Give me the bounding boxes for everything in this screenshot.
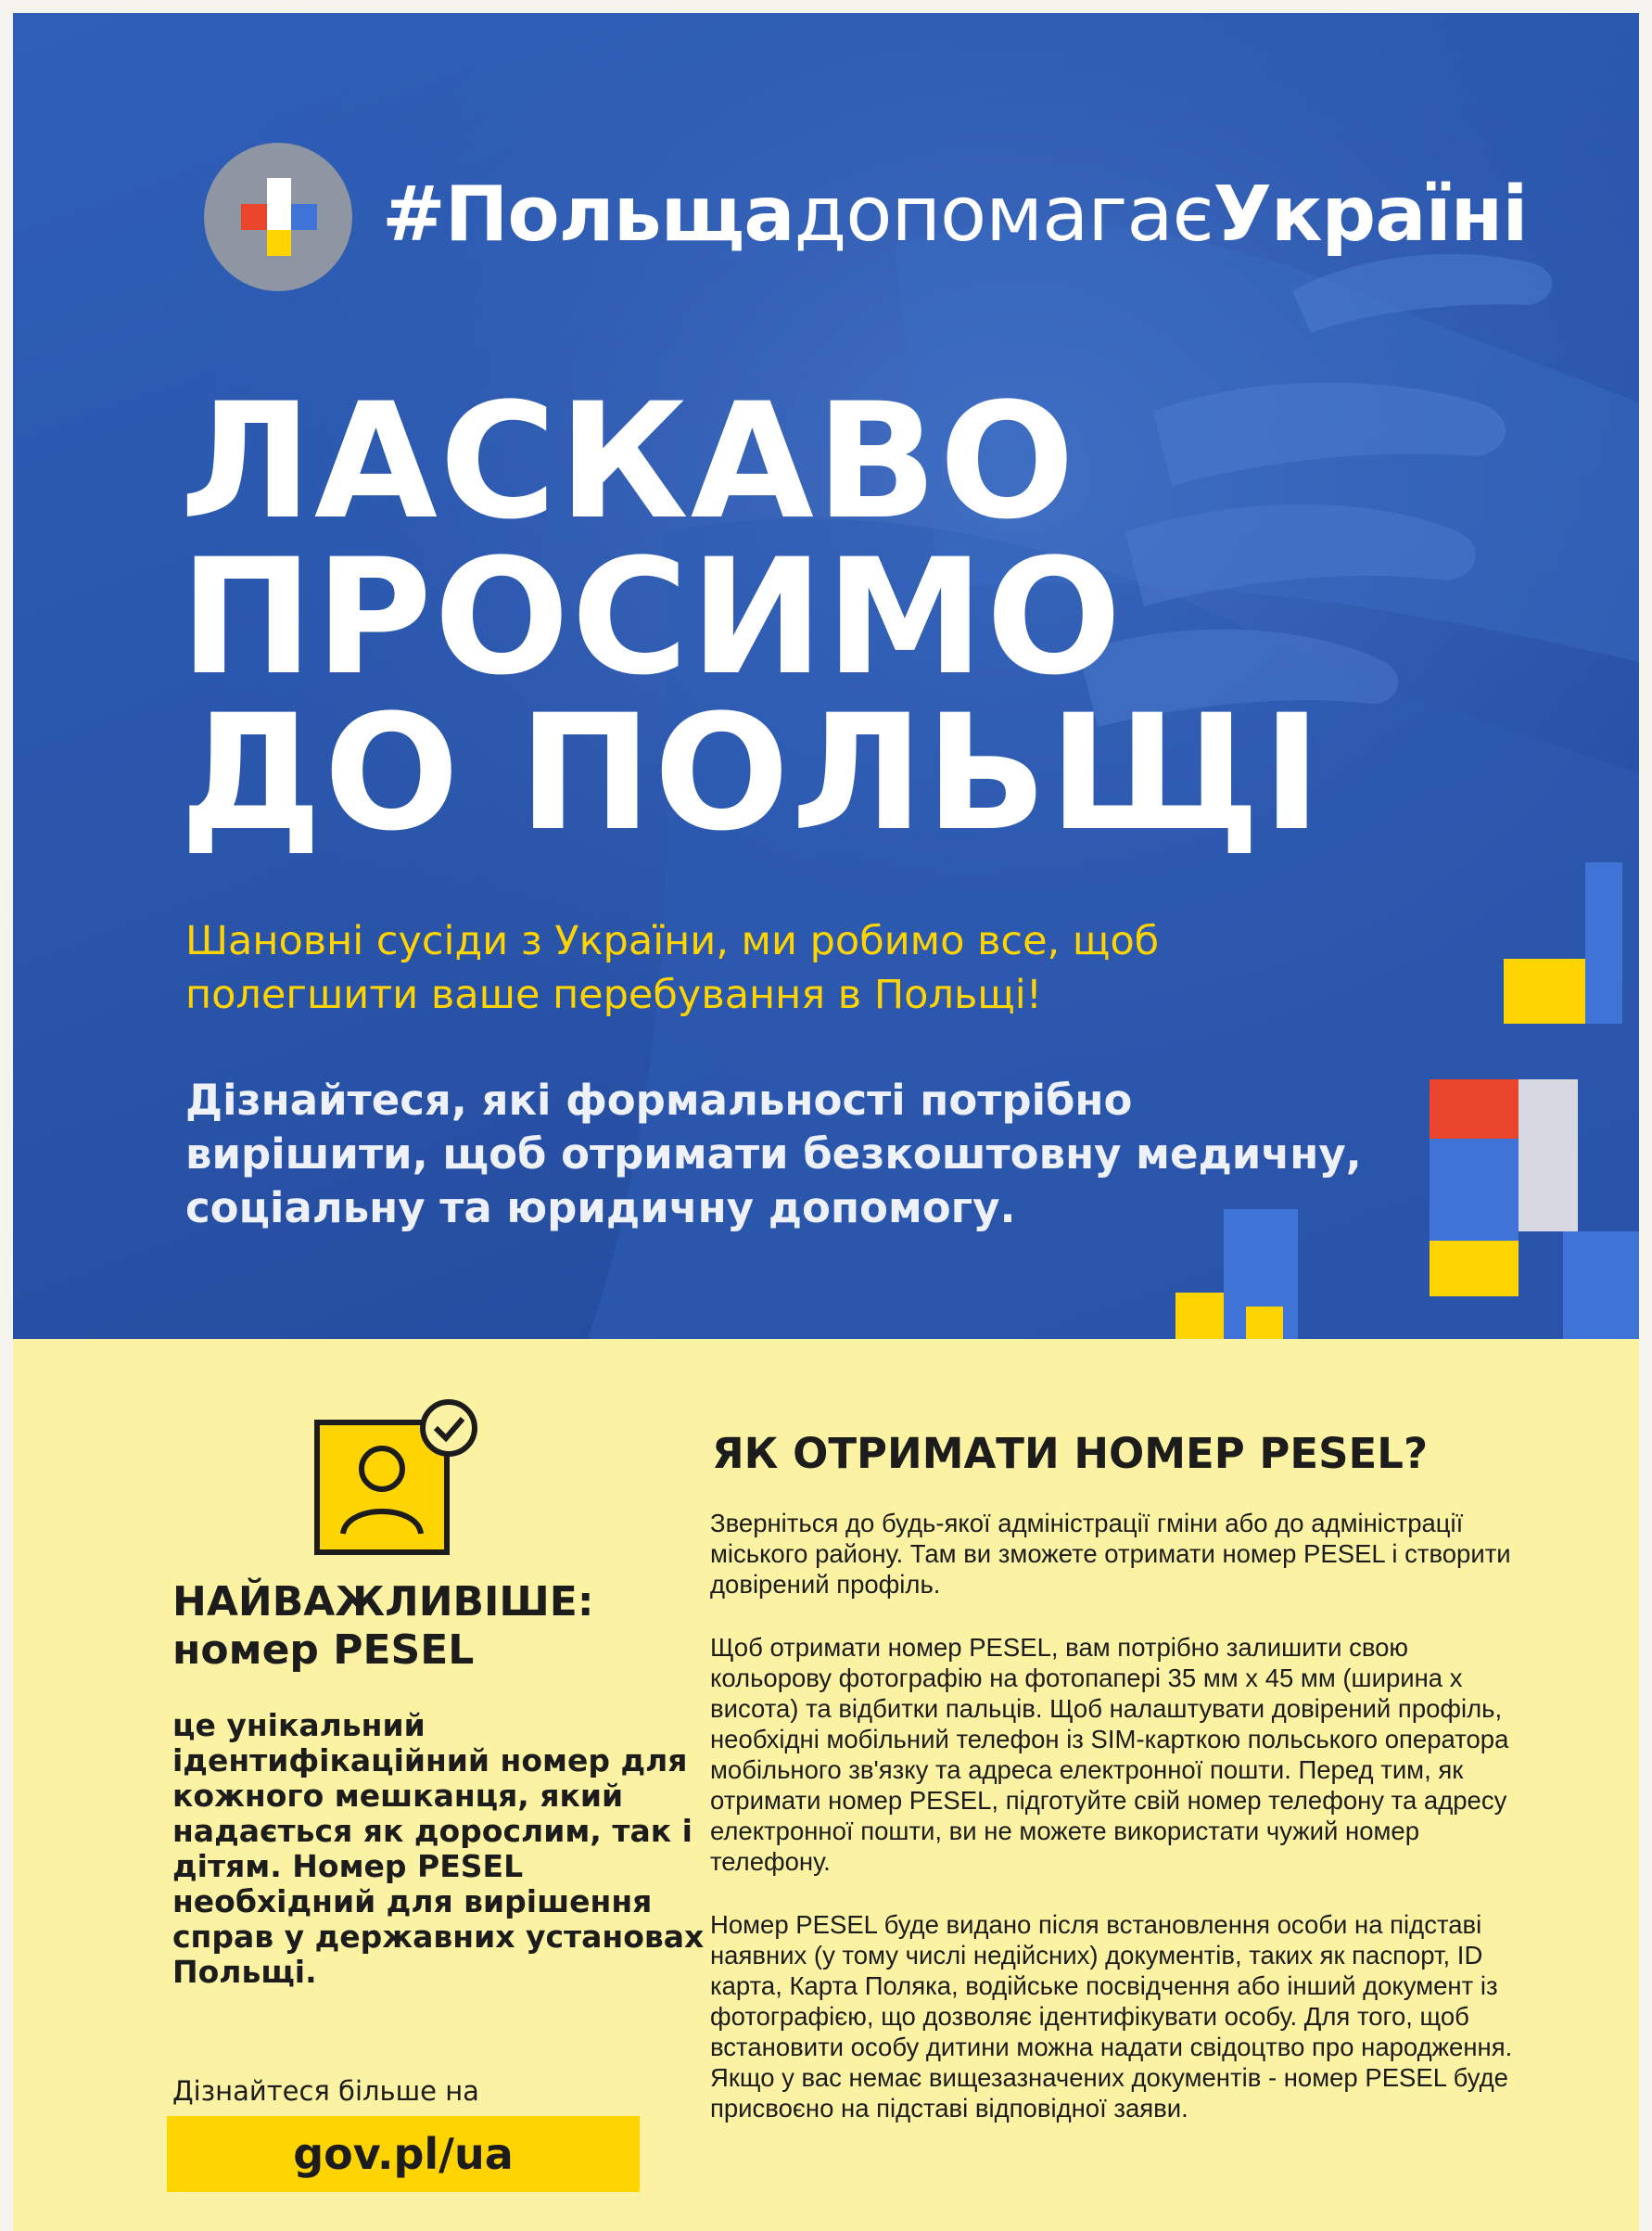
headline-line-2: ПРОСИМО	[180, 524, 1124, 710]
person-check-icon	[311, 1393, 488, 1560]
pesel-how-to-title: ЯК ОТРИМАТИ НОМЕР PESEL?	[712, 1429, 1429, 1478]
important-title	[172, 1578, 692, 1675]
hashtag-poland: Польща	[444, 171, 794, 259]
hashtag-ukraine: Україні	[1213, 171, 1528, 259]
pesel-paragraph-1: Зверніться до будь-якої адміністрації гміни або до адміністрації міського району. Там ви зможете отримати номер PESEL і створити довірений профіль.	[710, 1509, 1511, 1599]
pesel-description: це унікальний ідентифікаційний номер для кожного мешканця, який надається як дорослим, так і дітям. Номер PESEL необхідний для вирішення справ у державних установах Польщі.	[172, 1707, 705, 1990]
pesel-how-to-body	[710, 1508, 1526, 2156]
campaign-logo	[204, 143, 352, 291]
pesel-paragraph-2: Щоб отримати номер PESEL, вам потрібно залишити свою кольорову фотографію на фотопапері 35 мм х 45 мм (ширина х висота) та відбитки пальців. Щоб налаштувати довірений профіль, необхідні мобільний телефон із SIM-карткою польського оператора мобільного зв'язку та адреса електронної пошти. Перед тим, як отримати номер PESEL, підготуйте свій номер телефону та адресу електронної пошти, ви не можете використати чужий номер телефону.	[710, 1633, 1509, 1876]
headline-line-3: ДО ПОЛЬЩІ	[180, 680, 1324, 866]
headline-line-1: ЛАСКАВО	[180, 368, 1077, 555]
intro-text: Дізнайтеся, які формальності потрібно вирішити, щоб отримати безкоштовну медичну, соціальну та юридичну допомогу.	[185, 1076, 1362, 1232]
gov-website-link[interactable]: gov.pl/ua	[167, 2116, 640, 2192]
hero-section	[13, 13, 1639, 1339]
campaign-hashtag	[382, 169, 1527, 261]
pesel-paragraph-3: Номер PESEL буде видано після встановлення особи на підставі наявних (у тому числі недійсних) документів, таких як паспорт, ID карта, Карта Поляка, водійське посвідчення або інший документ із фотографією, що дозволяє ідентифікувати особу. Для того, щоб встановити особу дитини можна надати свідоцтво про народження. Якщо у вас немає вищезазначених документів - номер PESEL буде присвоєно на підставі відповідної заяви.	[710, 1910, 1513, 2123]
learn-more-label: Дізнайтеся більше на	[172, 2075, 479, 2107]
hashtag-prefix: #	[382, 171, 445, 259]
welcome-headline	[180, 368, 1324, 866]
greeting-text: Шановні сусіди з України, ми робимо все, щоб полегшити ваше перебування в Польщі!	[185, 918, 1160, 1018]
plus-logo-icon	[204, 143, 352, 291]
important-title-line-2: номер PESEL	[172, 1626, 475, 1674]
hashtag-helps: допомагає	[794, 171, 1214, 259]
important-title-line-1: НАЙВАЖЛИВІШЕ:	[172, 1578, 594, 1625]
